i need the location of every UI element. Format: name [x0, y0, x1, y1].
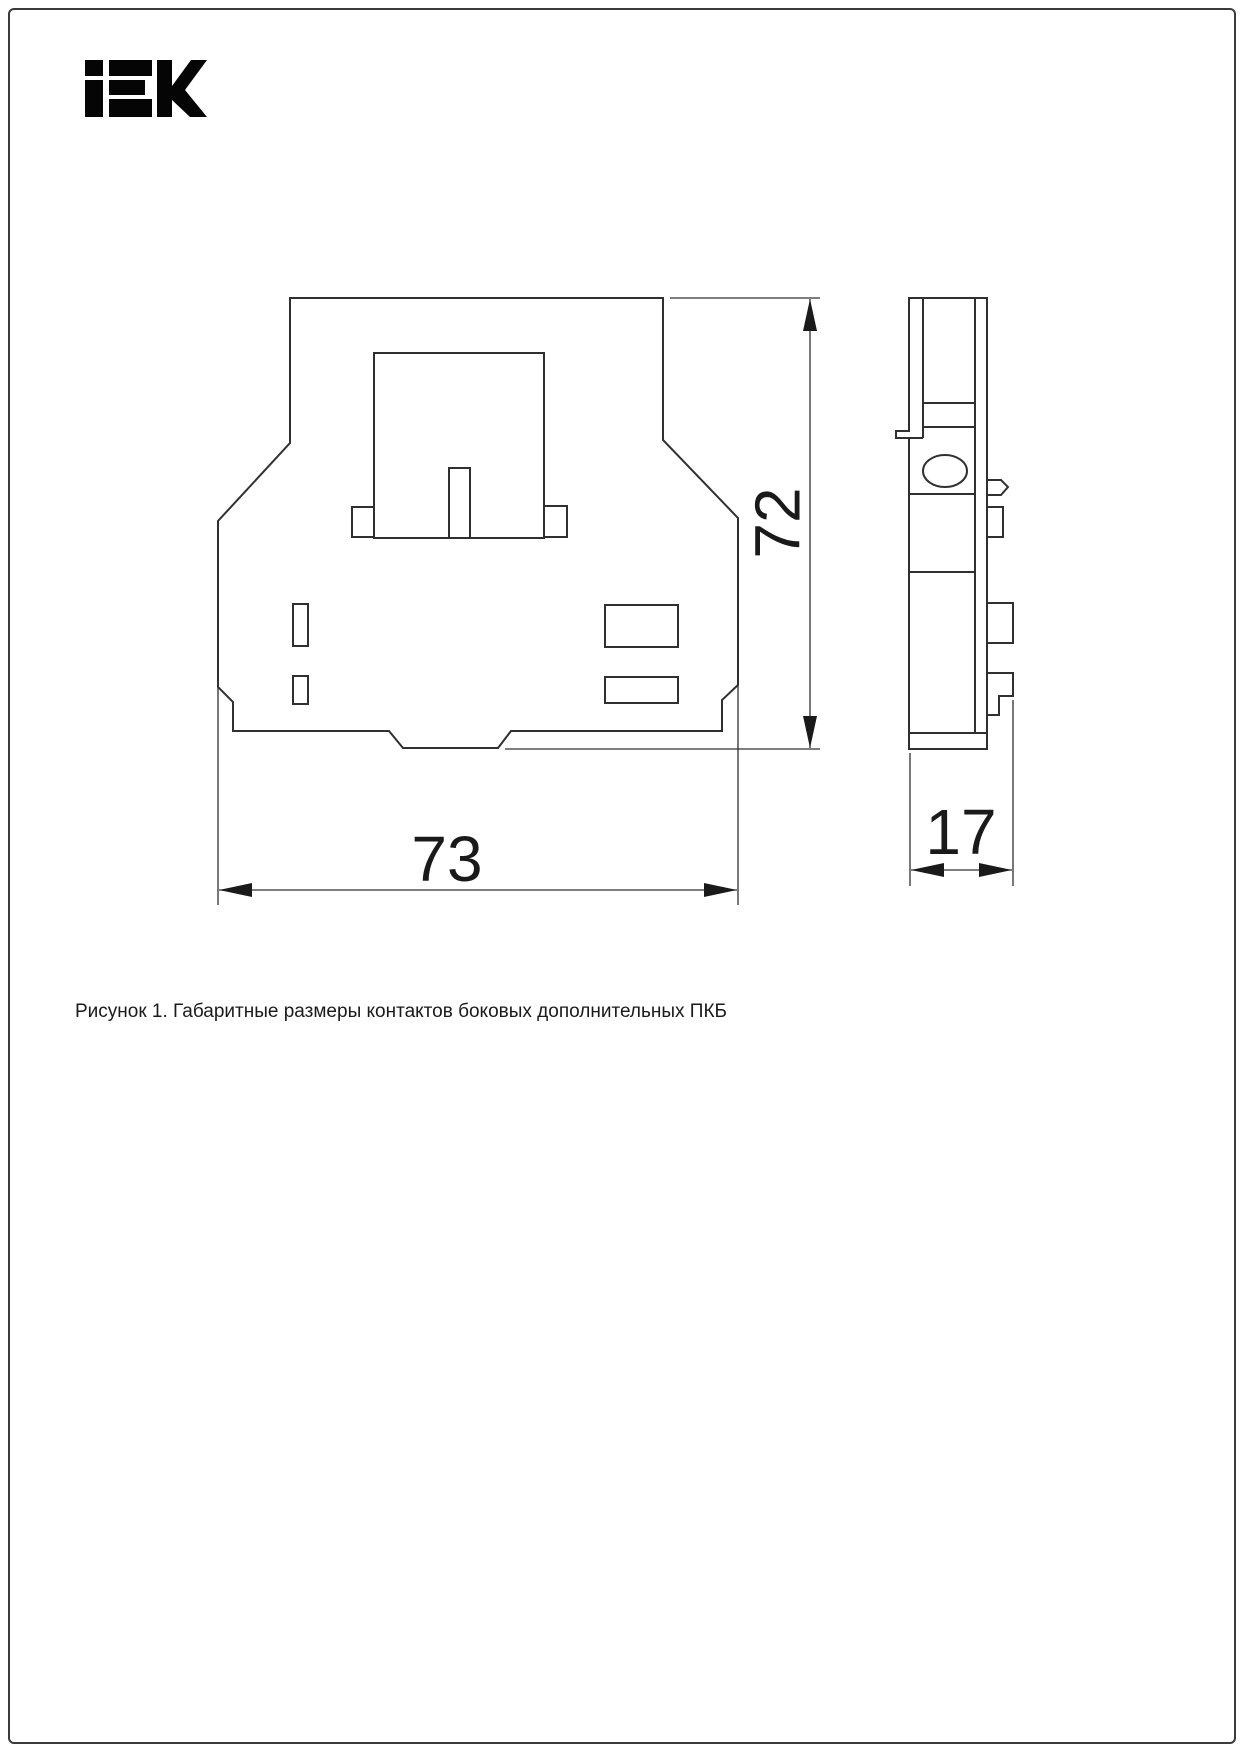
front-slot-right-lower: [605, 677, 678, 703]
side-hole: [923, 455, 967, 487]
side-tab-middle: [987, 603, 1013, 643]
front-center-bar: [449, 468, 470, 538]
side-latch-hook: [987, 480, 1008, 495]
figure-caption: Рисунок 1. Габаритные размеры контактов боковых дополнительных ПКБ: [75, 1001, 727, 1022]
dim-label-height: 72: [741, 487, 814, 559]
dimension-width: [218, 685, 738, 905]
side-inner-strip: [909, 298, 923, 438]
dimension-depth: [910, 700, 1013, 886]
dim-label-depth: 17: [925, 796, 997, 868]
arrow-left: [219, 883, 252, 897]
front-slot-left-upper: [293, 604, 308, 646]
side-tab-lower: [987, 673, 1013, 715]
dim-label-width: 73: [411, 823, 483, 895]
side-tab-upper: [987, 507, 1003, 537]
front-view-outline: [218, 298, 738, 748]
arrow-right: [704, 883, 737, 897]
front-right-ear: [544, 506, 567, 537]
front-view: [218, 298, 738, 748]
arrow-down: [803, 716, 817, 748]
side-view-outline: [896, 298, 987, 749]
arrow-up: [803, 299, 817, 331]
front-center-block: [374, 353, 544, 538]
front-left-ear: [352, 507, 374, 537]
side-view: [896, 298, 1013, 749]
front-slot-left-lower: [293, 676, 308, 704]
front-slot-right-upper: [605, 605, 678, 647]
